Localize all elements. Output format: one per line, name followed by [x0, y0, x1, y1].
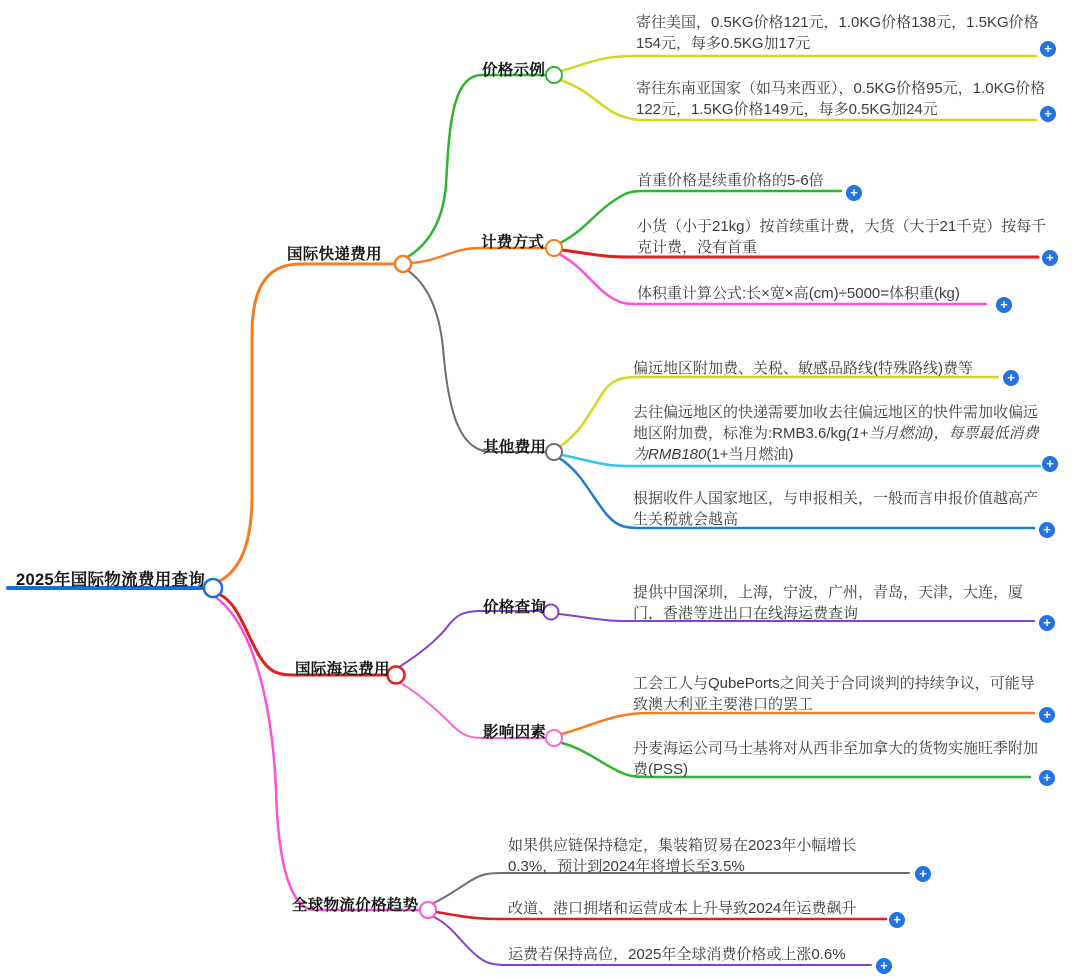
expand-button-reroute[interactable]: +: [889, 912, 905, 928]
expand-button-volume[interactable]: +: [996, 297, 1012, 313]
expand-button-first-weight[interactable]: +: [846, 185, 862, 201]
topic-price-example[interactable]: 价格示例: [482, 62, 546, 79]
expand-button-freight[interactable]: +: [876, 958, 892, 974]
root-topic[interactable]: 2025年国际物流费用查询: [16, 571, 206, 589]
expand-button-union[interactable]: +: [1039, 707, 1055, 723]
leaf-reroute[interactable]: 改道、港口拥堵和运营成本上升导致2024年运费飙升: [508, 900, 857, 917]
leaf-ports[interactable]: 提供中国深圳，上海，宁波，广州，青岛，天津，大连，厦门，香港等进出口在线海运费查询: [633, 584, 1024, 622]
node-circle-root[interactable]: [204, 579, 222, 597]
topic-express[interactable]: 国际快递费用: [287, 246, 382, 263]
expand-button-maersk[interactable]: +: [1039, 770, 1055, 786]
node-circle-billing[interactable]: [546, 240, 562, 256]
expand-button-ports[interactable]: +: [1039, 615, 1055, 631]
expand-button-usa[interactable]: +: [1040, 41, 1056, 57]
leaf-volume[interactable]: 体积重计算公式:长×宽×高(cm)÷5000=体积重(kg): [637, 285, 960, 302]
leaf-first-weight[interactable]: 首重价格是续重价格的5-6倍: [637, 172, 824, 189]
node-circle-factors[interactable]: [546, 730, 562, 746]
connector-leaf-union: [562, 713, 1034, 734]
topic-sea[interactable]: 国际海运费用: [295, 661, 390, 678]
connector-root-global: [214, 596, 421, 910]
topic-global[interactable]: 全球物流价格趋势: [292, 897, 419, 914]
leaf-customs[interactable]: 根据收件人国家地区，与申报相关，一般而言申报价值越高产生关税就会越高: [633, 490, 1039, 528]
topic-billing[interactable]: 计费方式: [481, 234, 545, 251]
expand-button-customs[interactable]: +: [1039, 522, 1055, 538]
connector-root-express: [216, 264, 396, 583]
expand-button-remote-list[interactable]: +: [1003, 370, 1019, 386]
node-circle-price-example[interactable]: [546, 67, 562, 83]
connector-sea-price-query: [399, 611, 544, 667]
node-circle-express[interactable]: [395, 256, 411, 272]
leaf-usa[interactable]: 寄往美国，0.5KG价格121元，1.0KG价格138元，1.5KG价格154元，每多0.5KG加17元: [636, 14, 1039, 52]
expand-button-southeast[interactable]: +: [1040, 106, 1056, 122]
connector-express-other-fees: [407, 270, 547, 452]
topic-other-fees[interactable]: 其他费用: [483, 439, 547, 456]
leaf-remote-rule[interactable]: 去往偏远地区的快递需要加收去往偏远地区的快件需加收偏远地区附加费，标准为:RMB3.6/kg(1+当月燃油)，每票最低消费为RMB180(1+当月燃油): [633, 404, 1039, 463]
expand-button-remote-rule[interactable]: +: [1042, 456, 1058, 472]
leaf-supply[interactable]: 如果供应链保持稳定，集装箱贸易在2023年小幅增长0.3%，预计到2024年将增长至3.5%: [508, 837, 857, 875]
leaf-maersk[interactable]: 丹麦海运公司马士基将对从西非至加拿大的货物实施旺季附加费(PSS): [633, 740, 1039, 778]
topic-factors[interactable]: 影响因素: [483, 724, 547, 741]
leaf-southeast[interactable]: 寄往东南亚国家（如马来西亚），0.5KG价格95元，1.0KG价格122元，1.5KG价格149元，每多0.5KG加24元: [636, 80, 1046, 118]
expand-button-supply[interactable]: +: [915, 866, 931, 882]
leaf-small-cargo[interactable]: 小货（小于21kg）按首续重计费，大货（大于21千克）按每千克计费，没有首重: [637, 218, 1047, 256]
node-circle-other-fees[interactable]: [546, 444, 562, 460]
leaf-union[interactable]: 工会工人与QubePorts之间关于合同谈判的持续争议，可能导致澳大利亚主要港口的罢工: [633, 675, 1035, 713]
leaf-freight[interactable]: 运费若保持高位，2025年全球消费价格或上涨0.6%: [508, 946, 846, 963]
topic-price-query[interactable]: 价格查询: [483, 599, 547, 616]
leaf-remote-list[interactable]: 偏远地区附加费、关税、敏感品路线(特殊路线)费等: [633, 360, 973, 377]
node-circle-sea[interactable]: [388, 667, 405, 684]
connector-leaf-usa: [561, 56, 1036, 71]
expand-button-small-cargo[interactable]: +: [1042, 250, 1058, 266]
node-circle-global[interactable]: [420, 902, 436, 918]
